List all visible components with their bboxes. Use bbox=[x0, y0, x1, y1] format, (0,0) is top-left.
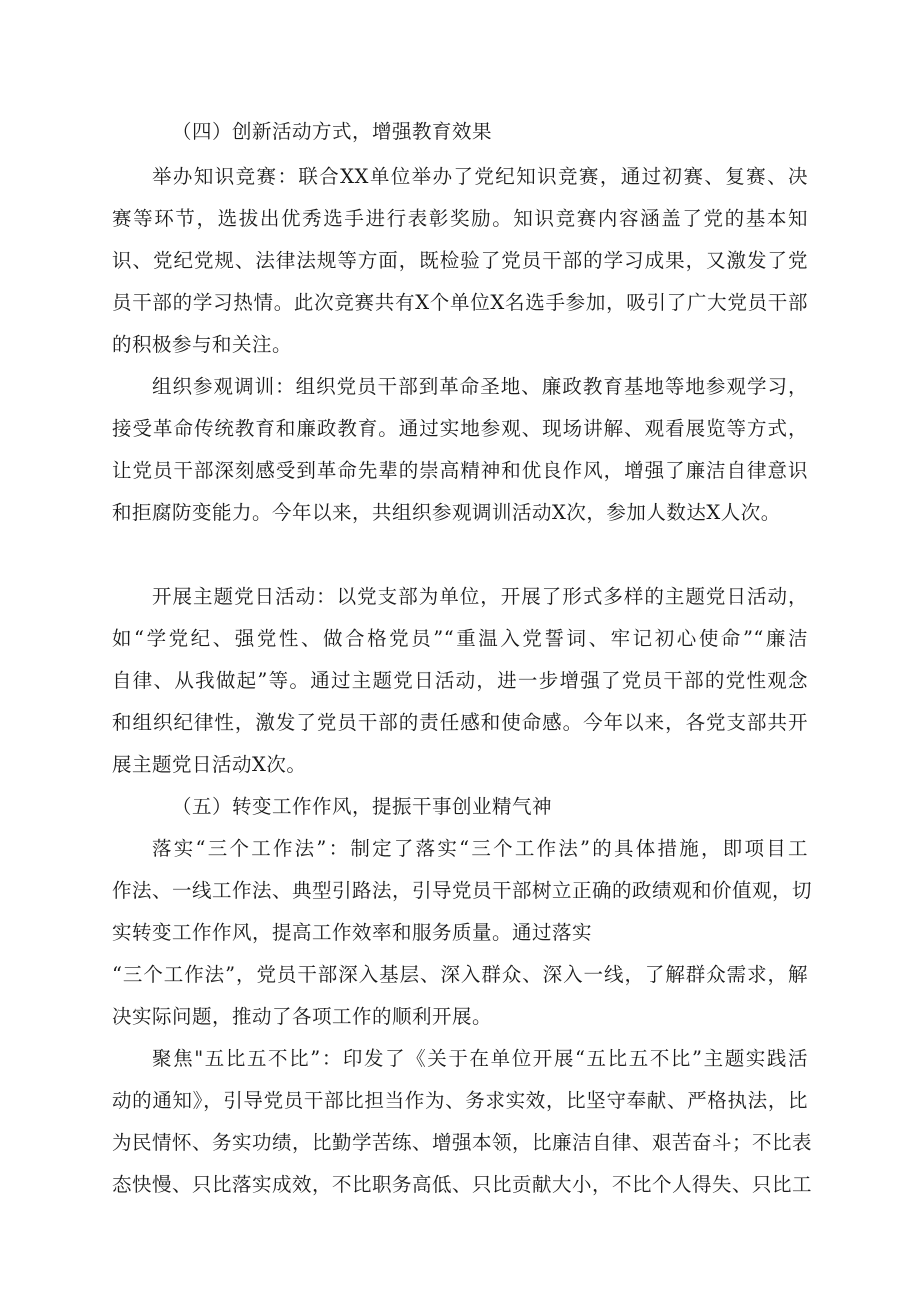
paragraph-line: 实转变工作作风，提高工作效率和服务质量。通过落实 bbox=[112, 921, 593, 944]
paragraph-line: 决实际问题，推动了各项工作的顺利开展。 bbox=[112, 1005, 493, 1028]
paragraph-line: 动的通知》，引导党员干部比担当作为、务求实效，比坚守奉献、严格执法，比 bbox=[112, 1089, 808, 1112]
paragraph-line: 聚焦"五比五不比”：印发了《关于在单位开展“五比五不比”主题实践活 bbox=[152, 1047, 808, 1070]
paragraph-line: 为民情怀、务实功绩，比勤学苦练、增强本领，比廉洁自律、艰苦奋斗；不比表 bbox=[112, 1131, 813, 1154]
paragraph-line: 和组织纪律性，激发了党员干部的责任感和使命感。今年以来，各党支部共开 bbox=[112, 711, 808, 734]
paragraph-line: 接受革命传统教育和廉政教育。通过实地参观、现场讲解、观看展览等方式， bbox=[112, 417, 808, 440]
paragraph-line: 识、党纪党规、法律法规等方面，既检验了党员干部的学习成果，又激发了党 bbox=[112, 249, 808, 272]
section-heading-4: （四）创新活动方式，增强教育效果 bbox=[172, 120, 493, 143]
paragraph-line: 态快慢、只比落实成效，不比职务高低、只比贡献大小，不比个人得失、只比工 bbox=[112, 1173, 813, 1196]
section-heading-5: （五）转变工作作风，提振干事创业精气神 bbox=[172, 795, 553, 818]
paragraph-line: 组织参观调训：组织党员干部到革命圣地、廉政教育基地等地参观学习， bbox=[152, 375, 808, 398]
paragraph-line: 赛等环节，选拔出优秀选手进行表彰奖励。知识竞赛内容涵盖了党的基本知 bbox=[112, 207, 808, 230]
paragraph-line: 举办知识竞赛：联合XX单位举办了党纪知识竞赛，通过初赛、复赛、决 bbox=[152, 165, 808, 188]
paragraph-line: 的积极参与和关注。 bbox=[112, 333, 293, 356]
paragraph-line: 展主题党日活动X次。 bbox=[112, 753, 307, 776]
paragraph-line: 作法、一线工作法、典型引路法，引导党员干部树立正确的政绩观和价值观，切 bbox=[112, 879, 813, 902]
paragraph-line: 落实“三个工作法”：制定了落实“三个工作法”的具体措施，即项目工 bbox=[152, 837, 808, 860]
paragraph-line: 让党员干部深刻感受到革命先辈的崇高精神和优良作风，增强了廉洁自律意识 bbox=[112, 459, 808, 482]
paragraph-line: 和拒腐防变能力。今年以来，共组织参观调训活动X次，参加人数达X人次。 bbox=[112, 501, 781, 524]
paragraph-line: 如“学党纪、强党性、做合格党员”“重温入党誓词、牢记初心使命”“廉洁 bbox=[112, 627, 808, 650]
paragraph-line: 开展主题党日活动：以党支部为单位，开展了形式多样的主题党日活动， bbox=[152, 585, 808, 608]
paragraph-line: 员干部的学习热情。此次竞赛共有X个单位X名选手参加，吸引了广大党员干部 bbox=[112, 291, 808, 314]
paragraph-line: “三个工作法”，党员干部深入基层、深入群众、深入一线，了解群众需求，解 bbox=[112, 963, 808, 986]
paragraph-line: 自律、从我做起”等。通过主题党日活动，进一步增强了党员干部的党性观念 bbox=[112, 669, 808, 692]
